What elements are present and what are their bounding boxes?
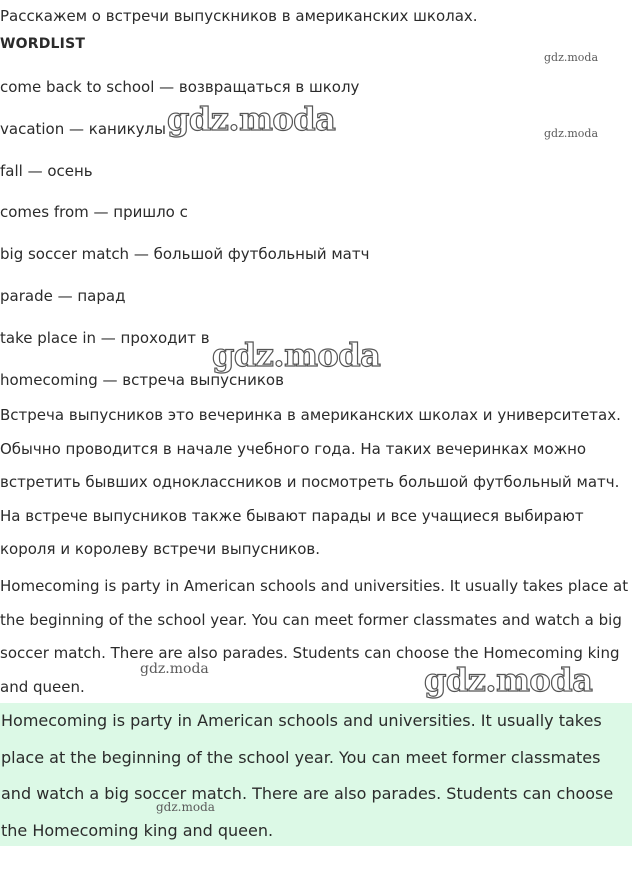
word-item: homecoming — встреча выпусников	[0, 370, 284, 389]
wordlist-heading: WORDLIST	[0, 36, 86, 52]
watermark-large: gdz.moda	[167, 100, 336, 138]
watermark-small: gdz.moda	[544, 127, 599, 140]
word-item: parade — парад	[0, 286, 126, 305]
intro-text: Расскажем о встречи выпускников в американских школах.	[0, 7, 478, 25]
watermark-large: gdz.moda	[212, 336, 381, 374]
word-item: fall — осень	[0, 161, 93, 180]
watermark-small: gdz.moda	[156, 800, 215, 814]
word-item: take place in — проходит в	[0, 328, 210, 347]
answer-box	[0, 703, 632, 846]
english-paragraph: Homecoming is party in American schools and universities. It usually takes place at the beginning of the school year. You can meet former classmates and watch a big soccer match. There are also parades. Students can choose the Homecoming king and queen.	[0, 577, 629, 696]
word-item: comes from — пришло с	[0, 203, 188, 222]
word-item: big soccer match — большой футбольный матч	[0, 245, 370, 264]
word-item: come back to school — возвращаться в школу	[0, 78, 360, 96]
word-item: vacation — каникулы	[0, 119, 166, 138]
answer-text: Homecoming is party in American schools and universities. It usually takes place at the beginning of the school year. You can meet former classmates and watch a big soccer match. There are also parades. Students can choose the Homecoming king and queen.	[1, 711, 614, 840]
watermark-large: gdz.moda	[424, 661, 593, 699]
watermark-small: gdz.moda	[140, 661, 209, 677]
russian-paragraph: Встреча выпусников это вечеринка в американских школах и университетах. Обычно проводится в начале учебного года. На таких вечеринках можно встретить бывших одноклассников и посмотреть большой футбольный матч. На встрече выпусников также бывают парады и все учащиеся выбирают короля и королеву встречи выпусников.	[0, 406, 621, 559]
watermark-small: gdz.moda	[544, 51, 599, 64]
